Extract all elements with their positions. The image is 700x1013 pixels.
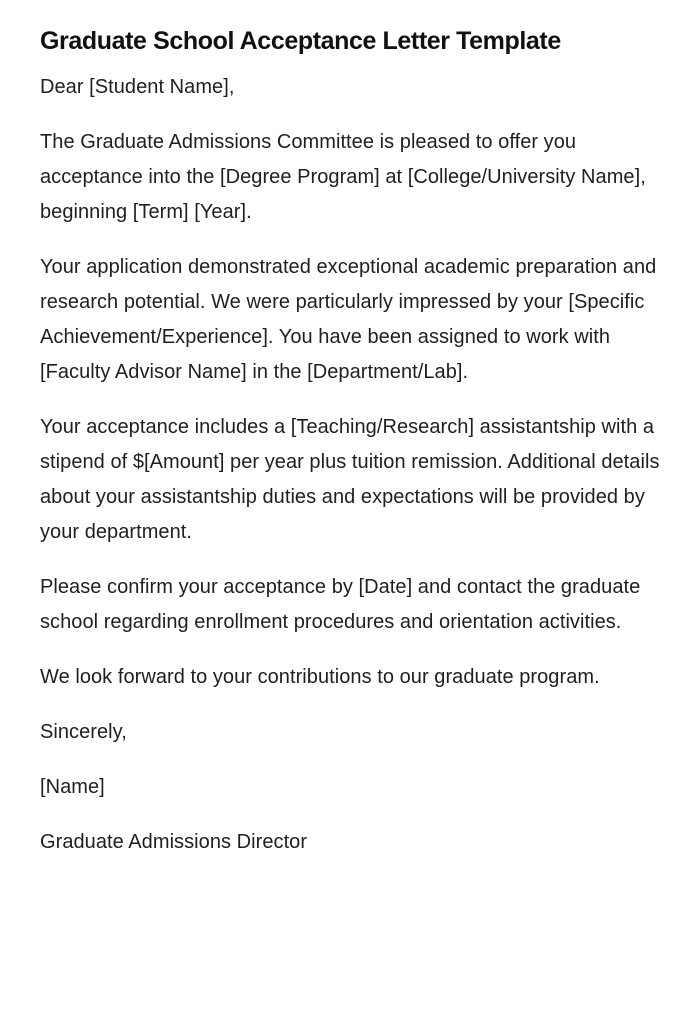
page-title: Graduate School Acceptance Letter Template	[40, 27, 561, 55]
signature-name: [Name]	[40, 776, 105, 798]
paragraph-closing-remark: We look forward to your contributions to our graduate program.	[40, 666, 600, 688]
signature-title: Graduate Admissions Director	[40, 831, 308, 853]
paragraph-confirmation: Please confirm your acceptance by [Date] and contact the graduate school regarding enrollment procedures and orientation activities.	[40, 576, 641, 633]
paragraph-offer: The Graduate Admissions Committee is pleased to offer you acceptance into the [Degree Program] at [College/University Name], beginning [Term] [Year].	[40, 131, 646, 223]
salutation: Dear [Student Name],	[40, 76, 235, 98]
paragraph-assistantship: Your acceptance includes a [Teaching/Research] assistantship with a stipend of $[Amount] per year plus tuition remission. Additional details about your assistantship duties and expectations will be provided by your department.	[40, 416, 660, 543]
paragraph-application: Your application demonstrated exceptional academic preparation and research potential. We were particularly impressed by your [Specific Achievement/Experience]. You have been assigned to work with [Faculty Advisor Name] in the [Department/Lab].	[40, 256, 657, 383]
closing: Sincerely,	[40, 721, 127, 743]
